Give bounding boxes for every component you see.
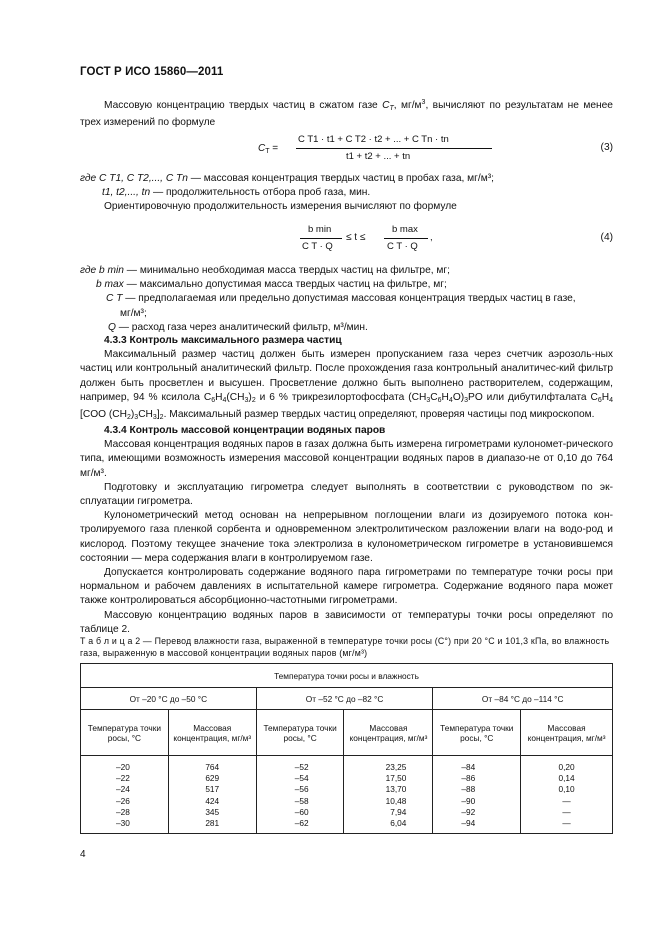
table-2-col-temp-3: Температура точки росы, °С — [433, 710, 521, 756]
equation-4: b min C T · Q ≤ t ≤ b max C T · Q , (4) — [302, 224, 613, 252]
table-2-g2-mass: 23,25 17,50 13,70 10,48 7,94 6,04 — [344, 756, 433, 834]
section-4-3-4-p2: Подготовку и эксплуатацию гигрометра следует выполнять в соответствии с руководством по эк-сплуатации гигрометра. — [80, 481, 613, 508]
table-2-col-mass-2: Массовая концентрация, мг/м³ — [344, 710, 433, 756]
eq4-number: (4) — [600, 232, 613, 243]
table-2 — [80, 663, 613, 834]
eq4-num-left: b min — [308, 224, 332, 235]
eq3-legend-text-2: — продолжительность отбора проб газа, мин. — [152, 187, 371, 199]
table-2-group-3: От –84 °С до –114 °С — [433, 688, 613, 710]
eq4-den-right: C T · Q — [387, 241, 418, 252]
table-2-g3-temps: –84 –86 –88 –90 –92 –94 — [433, 756, 521, 834]
table-2-col-temp-2: Температура точки росы, °С — [256, 710, 344, 756]
section-4-3-3-heading: 4.3.3 Контроль максимального размера частиц — [104, 335, 342, 346]
equation-3: $C_T$ = C T1 · t1 + C T2 · t2 + ... + C Tn · tn t1 + t2 + ... + tn (3) — [258, 134, 613, 162]
table-2-g1-mass: 764 629 517 424 345 281 — [168, 756, 256, 834]
eq4-inequality: ≤ t ≤ — [346, 232, 366, 243]
section-4-3-3 — [80, 334, 613, 425]
section-4-3-4-heading: 4.3.4 Контроль массовой концентрации водяных паров — [104, 425, 386, 436]
section-4-3-4-p4: Допускается контролировать содержание водяного пара гигрометрами по температуре точки росы при нормальном и рабочем давлениях в испытательной камере гигрометра. Содержание водяного пара может также контролироваться абсорбционно-частотными гигрометрами. — [80, 567, 613, 607]
intro-text-b: , мг/м — [393, 100, 422, 111]
intro-text-c: , вычисляют по результатам не менее трех измерений по формуле — [80, 100, 613, 129]
page-number: 4 — [80, 849, 86, 860]
eq4-legend-bmax: — максимально допустимая масса твердых частиц на фильтре, мг; — [126, 279, 447, 291]
table-2-caption: Т а б л и ц а 2 — Перевод влажности газа, выраженной в температуре точки росы (С°) при 20 °С и 101,3 кПа, во влажность газа, выраженную в массовой концентрации водяных паров (мг/м³) — [80, 636, 610, 658]
eq4-legend-q: — расход газа через аналитический фильтр, м³/мин. — [118, 321, 368, 333]
eq3-legend-text-1: — массовая концентрация твердых частиц в пробах газа, мг/м³; — [190, 173, 494, 184]
eq4-legend-bmin: — минимально необходимая масса твердых частиц на фильтре, мг; — [126, 265, 450, 276]
table-2-g1-temps: –20 –22 –24 –26 –28 –30 — [81, 756, 169, 834]
eq3-number: (3) — [600, 142, 613, 153]
section-4-3-4-p3: Кулонометрический метод основан на непрерывном поглощении влаги из дозируемого потока кон-тролируемого газа пленкой сорбента и одновременном электролитическом разложении влаги на водо-род и кислород. Поэтому текущее значение тока электролиза в кулонометрическом гигрометре в установившемся состоянии — мера содержания влаги в контролируемом газе. — [80, 510, 613, 564]
eq4-legend: где b min — минимально необходимая масса твердых частиц на фильтре, мг; b max — максимально допустимая масса твердых частиц на фильтре, мг; C T — предполагаемая или предельно допустимая массовая концентрация твердых частиц в газе, мг/м³; Q — расход газа через аналитический фильтр, м³/мин. — [80, 265, 576, 333]
table-2-g3-mass: 0,20 0,14 0,10 — — — — [521, 756, 613, 834]
eq3-denominator: t1 + t2 + ... + tn — [346, 151, 411, 162]
eq3-legend — [80, 172, 613, 215]
eq4-den-left: C T · Q — [302, 241, 333, 252]
section-4-3-4-p5: Массовую концентрацию водяных паров в зависимости от температуры точки росы определяют по таблице 2. — [80, 609, 613, 635]
intro-text-a: Массовую концентрацию твердых частиц в сжатом газе — [104, 100, 378, 111]
eq3-legend-vars-2: t1, t2,..., tn — [102, 187, 151, 199]
table-2-col-mass-3: Массовая концентрация, мг/м³ — [521, 710, 613, 756]
eq4-legend-ct: — предполагаемая или предельно допустимая массовая концентрация твердых частиц в газе, — [125, 293, 576, 305]
eq4-intro: Ориентировочную продолжительность измерения вычисляют по формуле — [104, 201, 457, 213]
table-2-col-temp-1: Температура точки росы, °С — [81, 710, 169, 756]
eq3-legend-vars-1: где C T1, C T2,..., C Tn — [80, 173, 188, 184]
section-4-3-3-body: Максимальный размер частиц должен быть измерен пропусканием газа через счетчик аэрозоль-ных частиц или контрольный аналитический фильтр. После прохождения газа контрольный аналитичес-кий фильтр должен быть просветлен и высушен. Просветление должно быть выполнено растворителем, содержащим, например, 94 % ксилола $C_6H_4(CH_3)_2$ и 6 % трикрезилортофосфата $(CH_3C_6H_4O)_3PO$ или дибутилфталата $C_6H_4$ [COO $(CH_2)_3CH_3]_2$. Максимальный размер твердых частиц определяют, проверяя частицы под микроскопом. — [80, 349, 613, 422]
eq4-num-right: b max — [392, 224, 418, 235]
table-2-group-2: От –52 °С до –82 °С — [256, 688, 433, 710]
table-2-g2-temps: –52 –54 –56 –58 –60 –62 — [256, 756, 344, 834]
section-4-3-4 — [80, 424, 613, 637]
eq3-lhs: C — [258, 143, 266, 154]
table-2-values-row — [81, 756, 613, 834]
eq3-numerator: C T1 · t1 + C T2 · t2 + ... + C Tn · tn — [298, 134, 449, 145]
table-2-top-header: Температура точки росы и влажность — [81, 664, 613, 688]
section-4-3-4-p1: Массовая концентрация водяных паров в газах должна быть измерена гигрометрами кулономет-рического типа, имеющими возможность измерения массовой концентрации водяных паров в диапазо-не от 0,10 до 764 мг/м³. — [80, 439, 613, 479]
document-header: ГОСТ Р ИСО 15860—2011 — [80, 66, 224, 78]
table-2-col-mass-1: Массовая концентрация, мг/м³ — [168, 710, 256, 756]
table-2-group-1: От –20 °С до –50 °С — [81, 688, 257, 710]
intro-paragraph: Массовую концентрацию твердых частиц в сжатом газе $C_T$, $мг/м^3$, вычисляют по результатам не менее трех измерений по формуле — [80, 99, 613, 129]
